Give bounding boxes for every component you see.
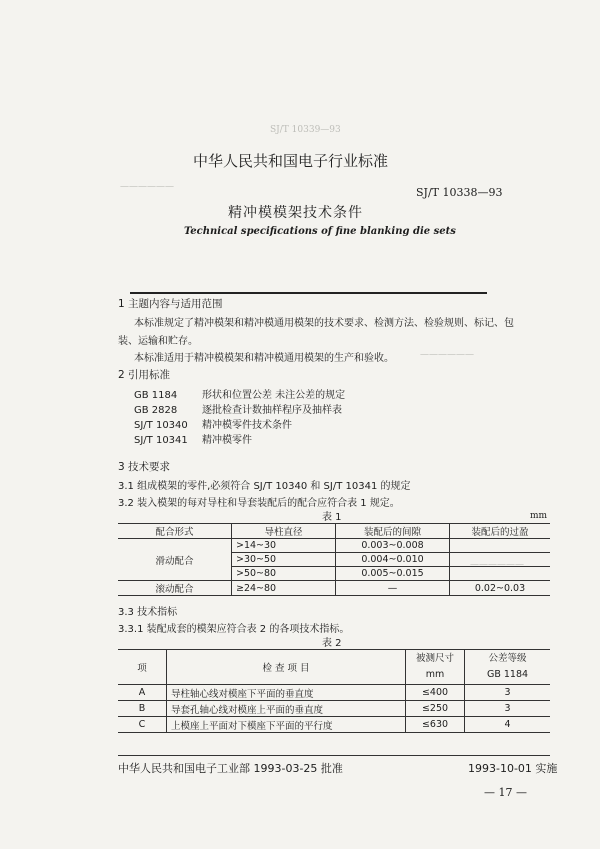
- section-3-heading: 3 技术要求: [118, 461, 171, 473]
- bleed-through-text: ——————: [420, 350, 474, 360]
- table-1: [118, 523, 550, 596]
- section-1-text: 本标准规定了精冲模架和精冲模通用模架的技术要求、检测方法、检验规则、标记、包: [134, 318, 514, 329]
- table-row: >50~80 0.005~0.015: [118, 567, 550, 581]
- table-header-row: 配合形式 导柱直径 装配后的间隙 装配后的过盈: [118, 524, 550, 539]
- reference-item: SJ/T 10341 精冲模零件: [134, 435, 252, 446]
- reference-item: SJ/T 10340 精冲模零件技术条件: [134, 420, 292, 431]
- table-row: >30~50 0.004~0.010: [118, 553, 550, 567]
- table-2: [118, 649, 550, 733]
- document-title: 精冲模模架技术条件: [228, 205, 363, 221]
- table-2-caption: 表 2: [322, 638, 342, 649]
- reference-item: GB 1184 形状和位置公差 未注公差的规定: [134, 390, 346, 401]
- implementation-date: 1993-10-01 实施: [468, 762, 558, 775]
- page-number: — 17 —: [484, 786, 527, 799]
- table-header-row: 项 检 查 项 目 被测尺寸 mm 公差等级 GB 1184: [118, 650, 550, 685]
- reference-item: GB 2828 逐批检查计数抽样程序及抽样表: [134, 405, 342, 416]
- clause-3-3: 3.3 技术指标: [118, 607, 178, 618]
- section-2-heading: 2 引用标准: [118, 369, 171, 381]
- org-title: 中华人民共和国电子行业标准: [193, 152, 389, 170]
- table-row: 滚动配合 ≥24~80 — 0.02~0.03: [118, 581, 550, 596]
- table-row: 滑动配合 >14~30 0.003~0.008: [118, 539, 550, 553]
- header-rule: [130, 292, 487, 294]
- clause-3-1: 3.1 组成模架的零件,必须符合 SJ/T 10340 和 SJ/T 10341 的规定: [118, 481, 411, 492]
- footer-rule: [118, 755, 550, 756]
- table-row: C 上模座上平面对下模座下平面的平行度 ≤630 4: [118, 717, 550, 733]
- clause-3-3-1: 3.3.1 装配成套的模架应符合表 2 的各项技术指标。: [118, 624, 350, 635]
- section-1-text: 本标准适用于精冲模模架和精冲模通用模架的生产和验收。: [134, 353, 394, 364]
- clause-3-2: 3.2 装入模架的每对导柱和导套装配后的配合应符合表 1 规定。: [118, 498, 400, 509]
- bleed-through-text: SJ/T 10339—93: [270, 125, 341, 135]
- table-row: A 导柱轴心线对模座下平面的垂直度 ≤400 3: [118, 685, 550, 701]
- approval-line: 中华人民共和国电子工业部 1993-03-25 批准: [118, 762, 343, 775]
- section-1-heading: 1 主题内容与适用范围: [118, 298, 223, 310]
- section-1-text: 装、运输和贮存。: [118, 336, 198, 347]
- bleed-through-text: ——————: [470, 560, 524, 570]
- table-row: B 导套孔轴心线对模座上平面的垂直度 ≤250 3: [118, 701, 550, 717]
- english-title: Technical specifications of fine blanking die sets: [184, 226, 456, 237]
- table-1-caption: 表 1: [322, 512, 342, 523]
- standard-number: SJ/T 10338—93: [416, 186, 503, 199]
- table-1-unit: mm: [530, 511, 548, 521]
- reference-list: [134, 388, 345, 448]
- bleed-through-text: ——————: [120, 182, 174, 192]
